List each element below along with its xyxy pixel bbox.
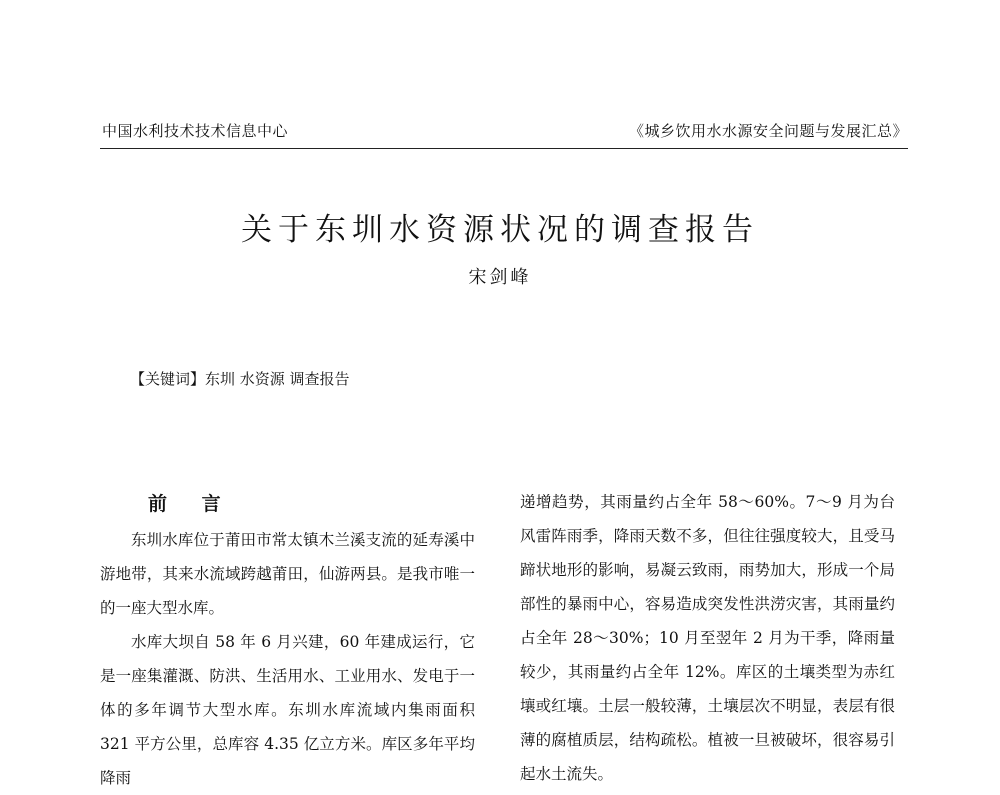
right-column bbox=[520, 485, 895, 791]
header-org: 中国水利技术技术信息中心 bbox=[102, 122, 289, 140]
keywords-line: 【关键词】东圳 水资源 调查报告 bbox=[130, 370, 350, 388]
section-heading-preface: 前 言 bbox=[148, 493, 235, 515]
article-author: 宋剑峰 bbox=[468, 267, 532, 288]
body-paragraph-continued: 递增趋势，其雨量约占全年 58～60%。7～9 月为台风雷阵雨季，降雨天数不多，但往往强度较大，且受马蹄状地形的影响，易凝云致雨，雨势加大，形成一个局部性的暴雨中心，容易造成突发性洪涝灾害，其雨量约占全年 28～30%；10 月至翌年 2 月为干季，降雨量较少，其雨量约占全年 12%。库区的土壤类型为赤红壤或红壤。土层一般较薄，土壤层次不明显，表层有很薄的腐植质层，结构疏松。植被一旦被破坏，很容易引起水土流失。 bbox=[520, 493, 895, 783]
header-book-title: 《城乡饮用水水源安全问题与发展汇总》 bbox=[628, 122, 908, 140]
article-title: 关于东圳水资源状况的调查报告 bbox=[241, 212, 759, 248]
body-paragraph: 水库大坝自 58 年 6 月兴建，60 年建成运行，它是一座集灌溉、防洪、生活用水、工业用水、发电于一体的多年调节大型水库。东圳水库流域内集雨面积 321 平方公里，总库容 4.35 亿立方米。库区多年平均降雨 bbox=[100, 633, 475, 787]
body-paragraph: 东圳水库位于莆田市常太镇木兰溪支流的延寿溪中游地带，其来水流域跨越莆田，仙游两县。是我市唯一的一座大型水库。 bbox=[100, 531, 475, 617]
running-header bbox=[100, 118, 908, 149]
left-column bbox=[100, 485, 475, 795]
